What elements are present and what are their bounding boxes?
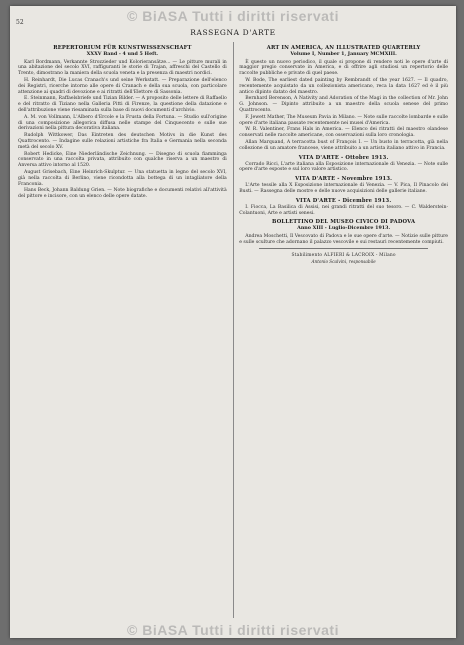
- bibliography-entry: W. Bode, The earliest dated painting by Rembrandt of the year 1627. — Il quadro, recentemente acquistato da un collezionista americano, reca la data 1627 ed è il più antico dipinto datato del maestro.: [239, 77, 448, 95]
- bibliography-entry: W. R. Valentiner, Frans Hals in America. — Elenco dei ritratti del maestro olandese conservati nelle raccolte americane, con osservazioni sulla loro cronologia.: [239, 127, 448, 139]
- bibliography-entry: Karl Bordmann, Verkannte Strozzieder und Kolorieransätze... — Le pitture murali in una abitazione del secolo XVI, raffiguranti le storie di Trajan, affreschi del Castello di Trento, dimostrano la maniera della scuola veneta e la presenza di maestri nordici.: [18, 59, 227, 77]
- watermark-bottom: © BiASA Tutti i diritti riservati: [127, 622, 339, 638]
- section-title: REPERTORIUM FÜR KUNSTWISSENSCHAFT: [53, 45, 192, 51]
- right-column: [239, 42, 448, 618]
- section-title: BOLLETTINO DEL MUSEO CIVICO DI PADOVA: [272, 219, 416, 226]
- section-subtitle: Volume I, Number 1, January MCMXIII.: [290, 51, 397, 57]
- section-title: VITA D'ARTE - Ottobre 1913.: [298, 154, 389, 161]
- bibliography-entry: Hans Beck, Johann Baldung Grien. — Note biografiche e documenti relativi all'attività del pittore e incisore, con un elenco delle opere datate.: [18, 188, 227, 200]
- printer-line: Stabilimento ALFIERI & LACROIX - Milano: [291, 252, 396, 258]
- bibliography-entry: Rudolph Wittkower, Das Eintreten des deutschen Motivs in die Kunst des Quattrocento. — Indagine sulle relazioni artistiche fra Italia e Germania nella seconda metà del secolo XV.: [18, 133, 227, 150]
- section-title: VITA D'ARTE - Novembre 1913.: [295, 176, 393, 183]
- right-sections: [239, 45, 448, 246]
- bibliography-entry: August Grisebach, Eine Heinrich-Skulptur. — Una statuetta in legno del secolo XVI, già nella raccolta di Berlino, viene ricondotta alla bottega di un intagliatore della Franconia.: [18, 169, 227, 187]
- left-column: [18, 42, 227, 618]
- page-number: 52: [16, 19, 24, 26]
- section-subtitle: Anno XIII - Luglio-Dicembre 1913.: [297, 225, 391, 232]
- bibliography-entry: È questo un nuovo periodico, il quale si propone di rendere noti le opere d'arte di maggior pregio conservate in America, e di offrire agli studiosi un repertorio delle raccolte pubbliche e private di quel paese.: [239, 59, 448, 77]
- bibliography-entry: H. Reinhardt, Die Lucas Cranach's und seine Werkstatt. — Preparazione dell'elenco dei Registri, ricerche intorno alle opere di Cranach e della sua scuola, con particolare attenzione ai quadri di devozione e ai ritratti dell'Elettore di Sassonia.: [18, 77, 227, 95]
- bibliography-entry: Corrado Ricci, L'arte italiana alla Esposizione internazionale di Venezia. — Note sulle opere d'arte esposte e sul loro valore artistico.: [239, 161, 448, 173]
- bibliography-entry: Robert Hedicke, Eine Niederländische Zeichnung. — Disegno di scuola fiamminga conservato in una raccolta privata, attribuito con qualche riserva a un maestro di Anversa attivo intorno al 1520.: [18, 151, 227, 169]
- bibliography-entry: E. Steinmann, Raffaelsbriefe und Tizian Bilder. — A proposito delle lettere di Raffaello e del ritratto di Tiziano nella Galleria Pitti di Firenze, la questione della datazione e dell'attribuzione viene riesaminata sulla base di nuovi documenti d'archivio.: [18, 96, 227, 113]
- watermark-top: © BiASA Tutti i diritti riservati: [127, 8, 339, 24]
- column-divider: [233, 42, 234, 618]
- bibliography-entry: F. Jewett Mather, The Museum Pavia in Milano. — Note sulle raccolte lombarde e sulle opere d'arte italiana passate recentemente nei musei d'America.: [239, 114, 448, 126]
- bibliography-entry: Bernhard Berenson, A Nativity and Adoration of the Magi in the collection of Mr. John G. Johnson. — Dipinto attribuito a un maestro della scuola senese del primo Quattrocento.: [239, 96, 448, 113]
- running-head: RASSEGNA D'ARTE: [190, 28, 276, 37]
- document-page: [10, 6, 456, 638]
- bibliography-entry: A. M. von Vollmann, L'Albero d'Ercole e la Frusta della Fortuna. — Studio sull'origine di una composizione allegorica diffusa nelle stampe del Cinquecento e sulle sue derivazioni nella pittura decorativa italiana.: [18, 114, 227, 132]
- bibliography-entry: Andrea Moschetti, Il Vescovato di Padova e le sue opere d'arte. — Notizie sulle pitture e sulle sculture che adornano il palazzo vescovile e sui restauri recentemente compiuti.: [239, 233, 448, 245]
- section-title: VITA D'ARTE - Dicembre 1913.: [295, 197, 392, 204]
- printer-signature: Antonio Scalvini, responsabile: [311, 259, 376, 265]
- section-subtitle: XXXV Band - 4 und 5 Heft.: [86, 51, 159, 57]
- bibliography-entry: L'Arte tessile alla X Esposizione internazionale di Venezia. — V. Pica, Il Pinacolo dei Busti. — Rassegna delle mostre e delle nuove acquisizioni delle gallerie italiane.: [239, 183, 448, 194]
- bibliography-entry: Allan Marquand, A terracotta bust of François I. — Un busto in terracotta, già nella collezione di un amatore francese, viene attribuito a un artista italiano attivo in Francia.: [239, 139, 448, 151]
- section-title: ART IN AMERICA, AN ILLUSTRATED QUARTERLY: [266, 45, 421, 51]
- text-columns: [18, 42, 448, 618]
- bibliography-entry: I. Fiocca, La Basilica di Assisi, nei grandi ritratti del suo tesoro. — C. Walderstein-Colantuoni, Arte e artisti senesi.: [239, 204, 448, 216]
- closing-rule: [259, 248, 428, 249]
